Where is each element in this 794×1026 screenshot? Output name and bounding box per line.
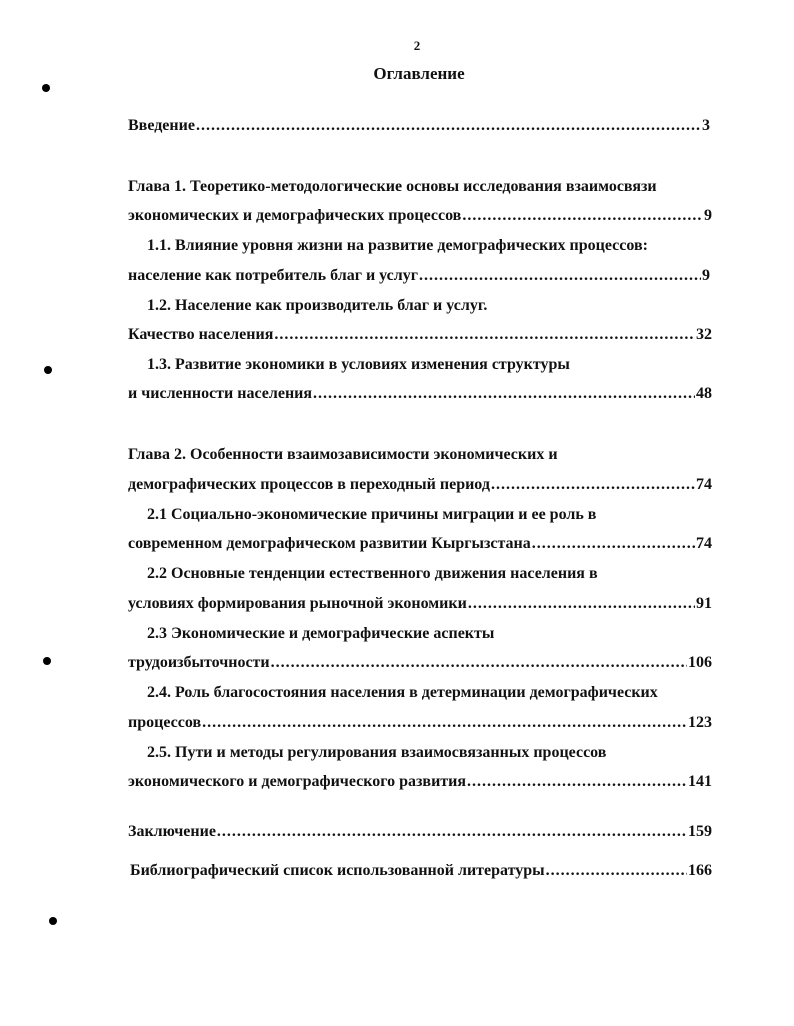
toc-page-number: 106 bbox=[688, 654, 712, 671]
dot-leader bbox=[313, 384, 695, 404]
toc-entry-introduction bbox=[128, 116, 710, 136]
toc-section-1-2-continuation bbox=[128, 325, 712, 345]
dot-leader bbox=[546, 861, 687, 881]
toc-page-number: 159 bbox=[688, 823, 712, 840]
dot-leader bbox=[532, 534, 695, 554]
toc-page-number: 32 bbox=[696, 326, 712, 343]
dot-leader bbox=[196, 116, 701, 136]
toc-page-number: 123 bbox=[688, 714, 712, 731]
dot-leader bbox=[271, 653, 687, 673]
toc-chapter-2-continuation bbox=[128, 475, 712, 495]
toc-page-number: 9 bbox=[702, 267, 710, 284]
toc-section-2-3-continuation bbox=[128, 653, 712, 673]
dot-leader bbox=[467, 772, 687, 792]
toc-entry-label: демографических процессов в переходный период bbox=[128, 476, 490, 493]
toc-entry-label: экономического и демографического развития bbox=[128, 773, 467, 790]
toc-chapter-2-heading: Глава 2. Особенности взаимозависимости экономических и bbox=[128, 446, 558, 463]
page-title: Оглавление bbox=[373, 64, 465, 83]
toc-entry-label: трудоизбыточности bbox=[128, 654, 270, 671]
toc-section-1-3-continuation bbox=[128, 384, 712, 404]
dot-leader bbox=[419, 266, 701, 286]
toc-page-number: 166 bbox=[688, 862, 712, 879]
toc-section-2-3-heading: 2.3 Экономические и демографические аспекты bbox=[147, 625, 495, 642]
toc-entry-label: процессов bbox=[128, 714, 202, 731]
toc-chapter-1-heading: Глава 1. Теоретико-методологические основы исследования взаимосвязи bbox=[128, 178, 657, 195]
toc-page-number: 91 bbox=[696, 595, 712, 612]
toc-section-1-1-continuation bbox=[128, 266, 710, 286]
toc-section-2-1-heading: 2.1 Социально-экономические причины миграции и ее роль в bbox=[147, 506, 597, 523]
toc-section-2-4-continuation bbox=[128, 713, 712, 733]
toc-entry-conclusion bbox=[128, 822, 712, 842]
dot-leader bbox=[468, 594, 695, 614]
toc-section-2-2-heading: 2.2 Основные тенденции естественного движения населения в bbox=[147, 565, 598, 582]
toc-entry-label: современном демографическом развитии Кыргызстана bbox=[128, 535, 531, 552]
margin-bullet-mark bbox=[42, 84, 50, 92]
toc-chapter-1-continuation bbox=[128, 206, 712, 226]
dot-leader bbox=[491, 475, 695, 495]
toc-section-1-1-heading: 1.1. Влияние уровня жизни на развитие демографических процессов: bbox=[147, 237, 648, 254]
toc-section-1-3-heading: 1.3. Развитие экономики в условиях изменения структуры bbox=[147, 356, 570, 373]
toc-entry-label: Заключение bbox=[128, 823, 216, 840]
toc-section-2-5-heading: 2.5. Пути и методы регулирования взаимосвязанных процессов bbox=[147, 744, 607, 761]
toc-section-2-4-heading: 2.4. Роль благосостояния населения в детерминации демографических bbox=[147, 684, 658, 701]
toc-entry-label: Качество населения bbox=[128, 326, 274, 343]
toc-page-number: 141 bbox=[688, 773, 712, 790]
toc-page-number: 9 bbox=[704, 207, 712, 224]
toc-section-1-2-heading: 1.2. Население как производитель благ и услуг. bbox=[147, 297, 488, 314]
toc-entry-label: население как потребитель благ и услуг bbox=[128, 267, 419, 284]
dot-leader bbox=[462, 206, 703, 226]
toc-entry-label: Библиографический список использованной литературы bbox=[130, 862, 545, 879]
toc-section-2-2-continuation bbox=[128, 594, 712, 614]
page-number: 2 bbox=[413, 38, 421, 53]
margin-bullet-mark bbox=[44, 366, 52, 374]
dot-leader bbox=[274, 325, 695, 345]
dot-leader bbox=[202, 713, 687, 733]
toc-page-number: 74 bbox=[696, 535, 712, 552]
toc-entry-label: условиях формирования рыночной экономики bbox=[128, 595, 467, 612]
toc-section-2-1-continuation bbox=[128, 534, 712, 554]
toc-entry-label: и численности населения bbox=[128, 385, 313, 402]
toc-entry-label: Введение bbox=[128, 117, 195, 134]
toc-page-number: 3 bbox=[702, 117, 710, 134]
toc-page-number: 48 bbox=[696, 385, 712, 402]
toc-section-2-5-continuation bbox=[128, 772, 712, 792]
toc-entry-label: экономических и демографических процессов bbox=[128, 207, 462, 224]
margin-bullet-mark bbox=[49, 917, 57, 925]
toc-page-number: 74 bbox=[696, 476, 712, 493]
margin-bullet-mark bbox=[43, 657, 51, 665]
dot-leader bbox=[217, 822, 687, 842]
toc-entry-bibliography bbox=[130, 861, 712, 881]
